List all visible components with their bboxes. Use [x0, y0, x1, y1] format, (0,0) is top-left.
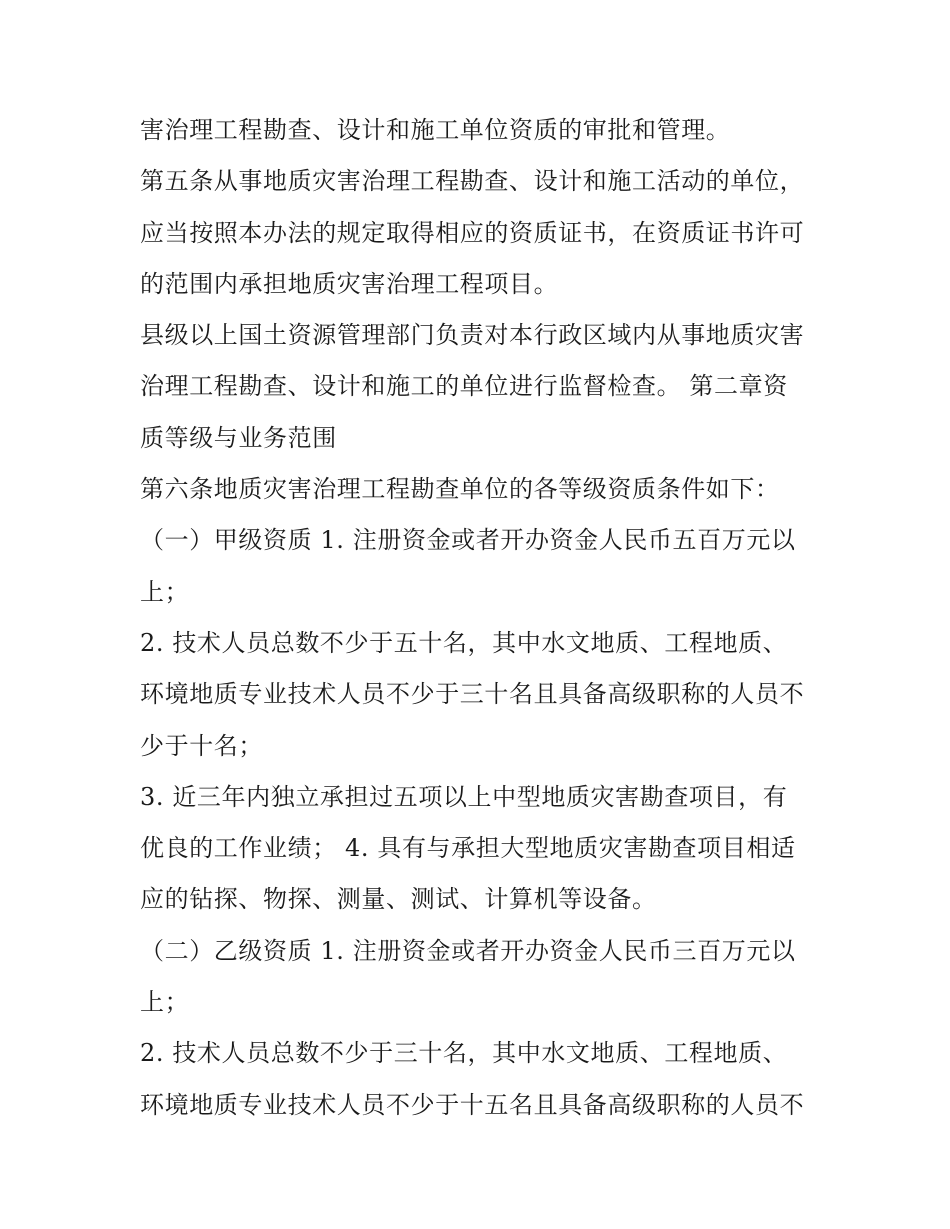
text-line: 3. 近三年内独立承担过五项以上中型地质灾害勘查项目，有 [140, 782, 788, 811]
text-line: 的范围内承担地质灾害治理工程项目。 [140, 269, 559, 298]
text-line: 应当按照本办法的规定取得相应的资质证书，在资质证书许可 [140, 218, 805, 247]
text-line: 治理工程勘查、设计和施工的单位进行监督检查。 第二章资 [140, 372, 788, 401]
text-line: （一）甲级资质 1. 注册资金或者开办资金人民币五百万元以 [140, 526, 796, 555]
text-line: 第六条地质灾害治理工程勘查单位的各等级资质条件如下： [140, 475, 780, 504]
text-line: 上； [140, 577, 190, 606]
document-body [140, 105, 820, 1131]
text-line: 优良的工作业绩； 4. 具有与承担大型地质灾害勘查项目相适 [140, 834, 796, 863]
text-line: 2. 技术人员总数不少于五十名，其中水文地质、工程地质、 [140, 628, 788, 657]
text-line: 县级以上国土资源管理部门负责对本行政区域内从事地质灾害 [140, 321, 805, 350]
text-line: 上； [140, 988, 190, 1017]
text-line: 少于十名； [140, 731, 263, 760]
text-line: 第五条从事地质灾害治理工程勘查、设计和施工活动的单位， [140, 167, 805, 196]
text-line: 2. 技术人员总数不少于三十名，其中水文地质、工程地质、 [140, 1039, 788, 1068]
text-line: 害治理工程勘查、设计和施工单位资质的审批和管理。 [140, 116, 731, 144]
text-line: （二）乙级资质 1. 注册资金或者开办资金人民币三百万元以 [140, 936, 796, 965]
text-line: 质等级与业务范围 [140, 423, 337, 452]
text-line: 应的钻探、物探、测量、测试、计算机等设备。 [140, 885, 657, 914]
text-line: 环境地质专业技术人员不少于十五名且具备高级职称的人员不 [140, 1090, 805, 1119]
text-line: 环境地质专业技术人员不少于三十名且具备高级职称的人员不 [140, 680, 805, 709]
